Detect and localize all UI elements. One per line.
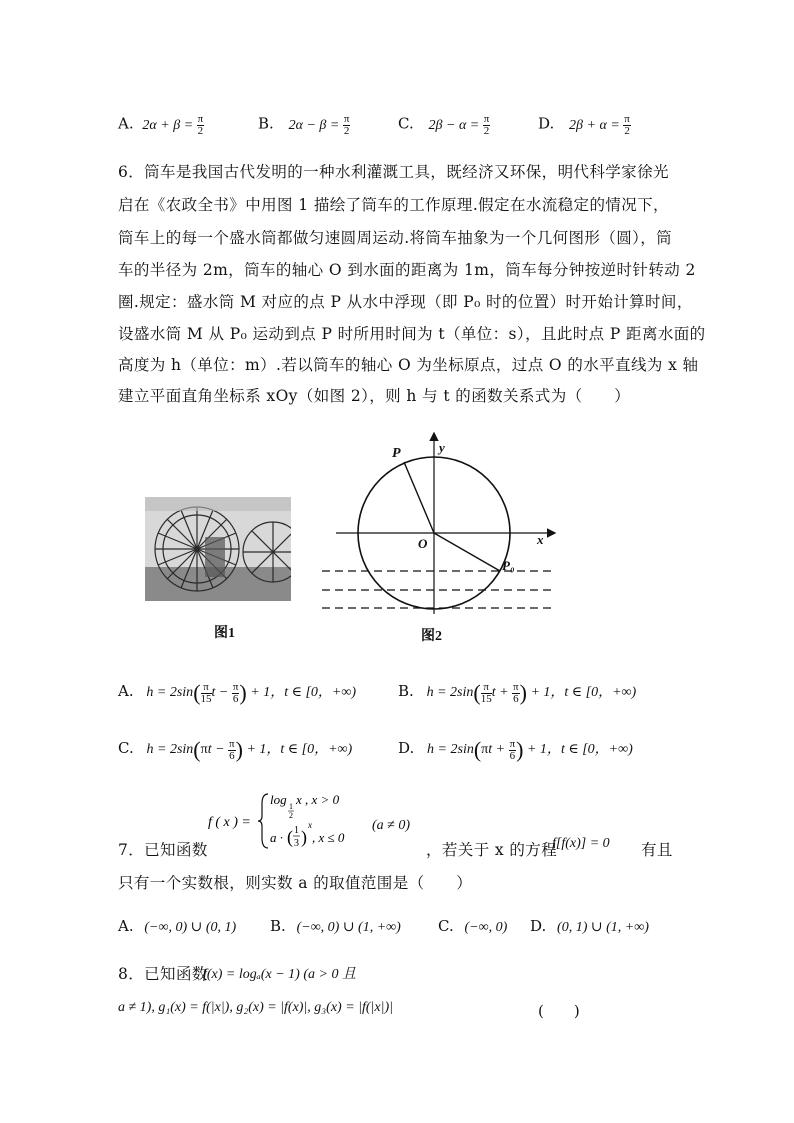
q6-line: 建立平面直角坐标系 xOy（如图 2），则 h 与 t 的函数关系式为（ ） <box>118 387 631 405</box>
label-y: y <box>439 440 445 455</box>
svg-text:(: ( <box>287 827 293 847</box>
q6-option-d[interactable] <box>398 737 633 763</box>
q7-option-c[interactable] <box>438 917 507 936</box>
q8-answer-paren: ( ) <box>538 1002 580 1020</box>
q7-option-d[interactable] <box>530 917 649 936</box>
option-expression: 2β − α = $\frac{\pi}{2}$ <box>428 113 490 137</box>
q8-function: f(x) = logₐ(x − 1) (a > 0 且 <box>203 967 356 982</box>
q7-piecewise-function <box>208 790 368 850</box>
q5-option-d[interactable] <box>538 114 631 137</box>
q6-option-c[interactable] <box>118 737 352 763</box>
q8-line2: a ≠ 1), g₁(x) = f(|x|), g₂(x) = |f(x)|, g₃(x) = |f(|x|)| <box>118 1000 393 1015</box>
option-label: C. <box>118 739 134 758</box>
option-label: B. <box>270 917 286 935</box>
option-expression: (−∞, 0) <box>464 920 508 935</box>
svg-text:a ·: a · <box>270 830 283 845</box>
option-label: A. <box>118 917 134 935</box>
q5-option-c[interactable] <box>398 114 490 137</box>
label-p0: P₀ <box>502 558 515 573</box>
svg-text:3: 3 <box>294 838 299 849</box>
svg-text:2: 2 <box>289 811 293 820</box>
svg-text:1: 1 <box>294 825 299 836</box>
fig1-waterwheel-photo <box>145 497 291 601</box>
svg-text:x: x <box>308 820 312 830</box>
option-label: A. <box>118 682 134 701</box>
q6-line: 高度为 h（单位：m）.若以筒车的轴心 O 为坐标原点，过点 O 的水平直线为 x 轴 <box>118 356 699 374</box>
fig2-diagram <box>318 428 568 618</box>
option-label: B. <box>398 682 414 701</box>
q6-line: 车的半径为 2m，筒车的轴心 O 到水面的距离为 1m，筒车每分钟按逆时针转动 2 <box>118 261 696 279</box>
q5-option-b[interactable] <box>258 114 350 137</box>
q8-line1: 8．已知函数 <box>118 965 208 983</box>
option-expression: h = 2sin(πt − $\frac{\pi}{6}$ ) + 1，t ∈ [0，+∞) <box>146 737 353 762</box>
option-expression: (−∞, 0) ∪ (0, 1) <box>144 920 237 935</box>
q7-suffix: 有且 <box>641 841 673 859</box>
option-expression: h = 2sin( $\frac{\pi}{15}$ t + $\frac{\pi}{6}$ ) + 1，t ∈ [0，+∞) <box>426 680 637 705</box>
svg-text:): ) <box>301 827 307 847</box>
option-label: D. <box>538 114 555 133</box>
q7-prefix: 7．已知函数 <box>118 841 208 859</box>
option-expression: 2β + α = $\frac{\pi}{2}$ <box>569 113 630 137</box>
option-label: B. <box>258 114 274 133</box>
svg-text:, x ≤ 0: , x ≤ 0 <box>312 830 345 845</box>
q6-line: 圈.规定：盛水筒 M 对应的点 P 从水中浮现（即 P₀ 时的位置）时开始计算时间， <box>118 293 693 311</box>
label-x: x <box>537 532 544 547</box>
option-label: C. <box>398 114 414 133</box>
option-expression: h = 2sin(πt + $\frac{\pi}{6}$ ) + 1，t ∈ [0，+∞) <box>427 737 633 762</box>
q7-mid: ，若关于 x 的方程 <box>426 841 558 859</box>
option-expression: 2α + β = $\frac{\pi}{2}$ <box>142 113 204 137</box>
q7-line2: 只有一个实数根，则实数 a 的取值范围是（ ） <box>118 874 473 892</box>
q7-condition: (a ≠ 0) <box>372 818 411 833</box>
q7-option-a[interactable] <box>118 917 236 936</box>
q6-line: 6．筒车是我国古代发明的一种水利灌溉工具，既经济又环保，明代科学家徐光 <box>118 163 669 181</box>
option-label: A. <box>118 114 134 133</box>
label-o: O <box>418 536 428 551</box>
fig2-caption: 图2 <box>421 629 442 644</box>
radius-op0 <box>434 533 500 571</box>
option-expression: (−∞, 0) ∪ (1, +∞) <box>296 920 401 935</box>
q6-option-a[interactable] <box>118 680 356 706</box>
option-label: D. <box>530 917 547 935</box>
label-p: P <box>392 446 401 461</box>
q5-option-a[interactable] <box>118 114 204 137</box>
option-label: C. <box>438 917 454 935</box>
svg-text:1: 1 <box>289 802 293 811</box>
q6-line: 设盛水筒 M 从 P₀ 运动到点 P 时所用时间为 t（单位：s），且此时点 P 距离水面的 <box>118 325 706 343</box>
radius-op <box>404 462 434 533</box>
svg-text:x , x > 0: x , x > 0 <box>296 792 340 807</box>
q6-line: 筒车上的每一个盛水筒都做匀速圆周运动.将筒车抽象为一个几何图形（圆），筒 <box>118 229 673 247</box>
fig1-caption: 图1 <box>214 626 235 641</box>
option-expression: h = 2sin( $\frac{\pi}{15}$ t − $\frac{\pi}{6}$ ) + 1，t ∈ [0，+∞) <box>146 680 356 705</box>
q6-option-b[interactable] <box>398 680 636 706</box>
option-expression: (0, 1) ∪ (1, +∞) <box>557 920 649 935</box>
option-label: D. <box>398 739 415 758</box>
q7-option-b[interactable] <box>270 917 401 936</box>
option-expression: 2α − β = $\frac{\pi}{2}$ <box>288 113 350 137</box>
q6-line: 启在《农政全书》中用图 1 描绘了筒车的工作原理.假定在水流稳定的情况下， <box>118 196 669 214</box>
svg-text:f ( x ) =: f ( x ) = <box>208 815 251 830</box>
q7-equation: f[f(x)] = 0 <box>552 836 610 851</box>
water-lines <box>322 571 556 608</box>
svg-text:log: log <box>270 792 287 807</box>
